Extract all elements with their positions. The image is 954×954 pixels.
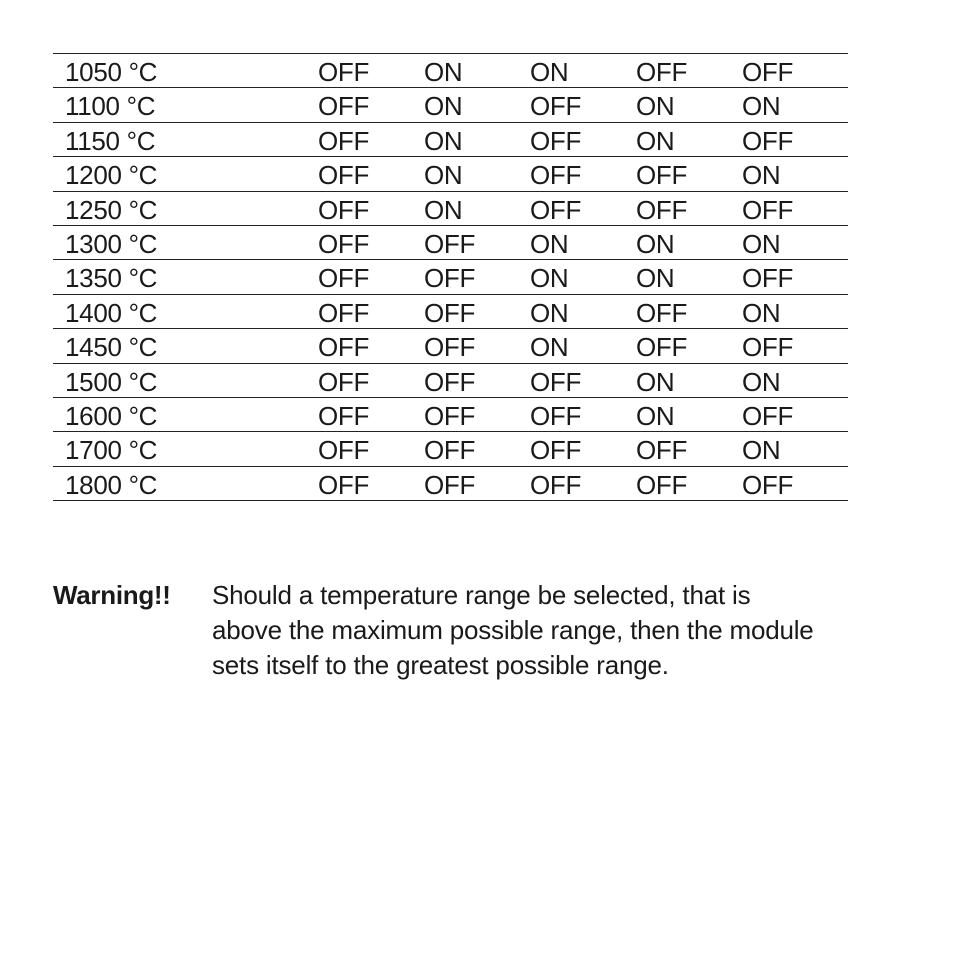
switch-state-cell: OFF — [424, 263, 476, 294]
switch-state-cell: OFF — [636, 297, 688, 328]
switch-state-cell: OFF — [318, 435, 370, 466]
switch-state-cell: ON — [742, 160, 781, 191]
switch-state-cell: OFF — [318, 297, 370, 328]
switch-state-cell: OFF — [742, 332, 794, 363]
table-row — [53, 260, 848, 294]
table-row — [53, 226, 848, 260]
table-row — [53, 329, 848, 363]
switch-state-cell: OFF — [318, 469, 370, 500]
table-row — [53, 432, 848, 466]
switch-state-cell: OFF — [424, 228, 476, 259]
switch-state-cell: OFF — [318, 194, 370, 225]
switch-state-cell: OFF — [742, 125, 794, 156]
switch-state-cell: OFF — [424, 366, 476, 397]
table-row — [53, 123, 848, 157]
switch-state-cell: ON — [424, 57, 463, 87]
warning-text-line: above the maximum possible range, then the module — [212, 615, 814, 645]
temperature-cell: 1050 °C — [65, 57, 158, 87]
switch-state-cell: ON — [530, 297, 569, 328]
temperature-cell: 1500 °C — [65, 366, 158, 397]
switch-state-cell: OFF — [318, 57, 370, 87]
temperature-cell: 1800 °C — [65, 469, 158, 500]
temperature-cell: 1400 °C — [65, 297, 158, 328]
temperature-cell: 1600 °C — [65, 400, 158, 431]
switch-state-cell: ON — [530, 228, 569, 259]
temperature-cell: 1350 °C — [65, 263, 158, 294]
switch-state-cell: ON — [530, 57, 569, 87]
switch-state-cell: OFF — [424, 469, 476, 500]
table-row — [53, 54, 848, 88]
switch-state-cell: ON — [636, 228, 675, 259]
switch-state-cell: ON — [424, 160, 463, 191]
switch-state-cell: OFF — [318, 160, 370, 191]
warning-label: Warning!! — [53, 580, 171, 610]
temperature-cell: 1300 °C — [65, 228, 158, 259]
switch-state-cell: OFF — [318, 125, 370, 156]
switch-state-cell: ON — [636, 400, 675, 431]
switch-state-cell: OFF — [318, 91, 370, 122]
table-row — [53, 398, 848, 432]
switch-state-cell: OFF — [530, 366, 582, 397]
switch-state-cell: OFF — [318, 228, 370, 259]
switch-state-cell: ON — [424, 125, 463, 156]
switch-state-cell: OFF — [636, 435, 688, 466]
switch-state-cell: OFF — [424, 400, 476, 431]
switch-state-cell: OFF — [636, 194, 688, 225]
switch-state-cell: OFF — [636, 160, 688, 191]
switch-state-cell: OFF — [742, 400, 794, 431]
switch-state-cell: OFF — [530, 160, 582, 191]
switch-state-cell: ON — [530, 332, 569, 363]
temperature-cell: 1150 °C — [65, 125, 156, 156]
switch-state-cell: OFF — [318, 263, 370, 294]
switch-state-cell: OFF — [530, 91, 582, 122]
switch-state-cell: ON — [424, 194, 463, 225]
switch-state-cell: OFF — [742, 263, 794, 294]
table-row — [53, 295, 848, 329]
switch-state-cell: OFF — [742, 194, 794, 225]
temperature-cell: 1200 °C — [65, 160, 158, 191]
switch-state-cell: ON — [636, 125, 675, 156]
temperature-cell: 1450 °C — [65, 332, 158, 363]
temperature-switch-table — [53, 53, 848, 501]
switch-state-cell: ON — [424, 91, 463, 122]
warning-text-line: Should a temperature range be selected, that is — [212, 580, 751, 610]
table-row — [53, 467, 848, 501]
table-row — [53, 88, 848, 122]
switch-state-cell: OFF — [636, 469, 688, 500]
switch-state-cell: ON — [742, 297, 781, 328]
switch-state-cell: ON — [636, 263, 675, 294]
switch-state-cell: OFF — [424, 297, 476, 328]
switch-state-cell: ON — [636, 366, 675, 397]
table-row — [53, 364, 848, 398]
switch-state-cell: OFF — [742, 57, 794, 87]
switch-state-cell: OFF — [636, 57, 688, 87]
table-row — [53, 157, 848, 191]
switch-state-cell: ON — [742, 366, 781, 397]
switch-state-cell: ON — [530, 263, 569, 294]
switch-state-cell: ON — [742, 228, 781, 259]
switch-state-cell: OFF — [424, 435, 476, 466]
temperature-cell: 1250 °C — [65, 194, 158, 225]
switch-state-cell: ON — [742, 435, 781, 466]
temperature-cell: 1100 °C — [65, 91, 156, 122]
switch-state-cell: OFF — [318, 332, 370, 363]
switch-state-cell: OFF — [318, 400, 370, 431]
switch-state-cell: OFF — [636, 332, 688, 363]
switch-state-cell: OFF — [530, 125, 582, 156]
warning-text-line: sets itself to the greatest possible range. — [212, 650, 669, 680]
table-row — [53, 192, 848, 226]
switch-state-cell: OFF — [318, 366, 370, 397]
switch-state-cell: ON — [636, 91, 675, 122]
switch-state-cell: OFF — [530, 469, 582, 500]
temperature-cell: 1700 °C — [65, 435, 158, 466]
switch-state-cell: OFF — [530, 400, 582, 431]
switch-state-cell: OFF — [530, 435, 582, 466]
switch-state-cell: ON — [742, 91, 781, 122]
warning-text — [212, 578, 912, 683]
switch-state-cell: OFF — [530, 194, 582, 225]
switch-state-cell: OFF — [424, 332, 476, 363]
switch-state-cell: OFF — [742, 469, 794, 500]
